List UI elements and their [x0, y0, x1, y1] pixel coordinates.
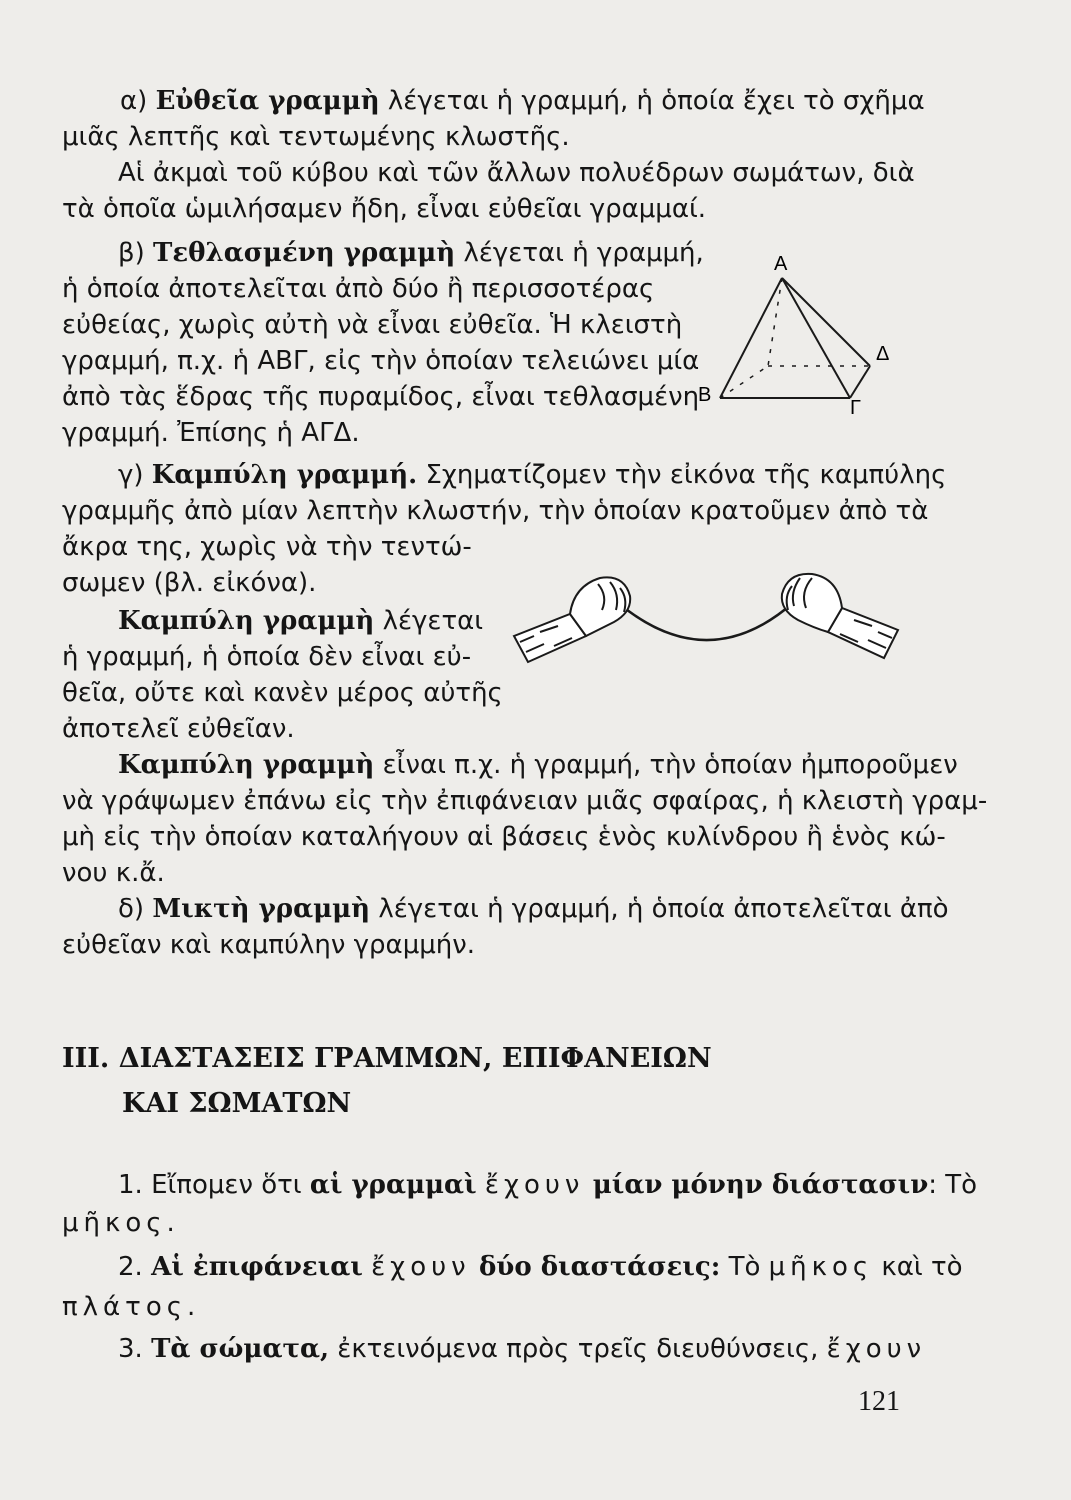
item-3-line-1: 3. Τὰ σώματα, ἐκτεινόμενα πρὸς τρεῖς διευθύνσεις, ἔχουν [118, 1334, 927, 1364]
pyramid-edge-gd [850, 366, 870, 398]
term-broken-line: Τεθλασμένη γραμμὴ [153, 238, 456, 268]
label-d: Δ [876, 343, 890, 365]
page-number: 121 [858, 1386, 900, 1417]
label-apex: Α [774, 253, 788, 275]
label-g: Γ [850, 397, 862, 419]
item-1-line-1: 1. Εἴπομεν ὅτι αἱ γραμμαὶ ἔχουν μίαν μόνην διάστασιν: Τὸ [118, 1170, 978, 1200]
section-heading-line-2: ΚΑΙ ΣΩΜΑΤΩΝ [122, 1088, 352, 1119]
pyramid-edge-ag [782, 278, 850, 398]
curve-example-line-4: νου κ.ἄ. [62, 858, 165, 888]
pyramid-figure [690, 248, 910, 428]
item-2-line-1: 2. Αἱ ἐπιφάνειαι ἔχουν δύο διαστάσεις: Τὸ μῆκος καὶ τὸ [118, 1252, 963, 1282]
term-curved-line: Καμπύλη γραμμὴ [118, 606, 375, 636]
label-b: Β [698, 384, 712, 406]
term-straight-line: Εὐθεῖα γραμμὴ [155, 86, 380, 116]
section-heading-line-1: III. ΔΙΑΣΤΑΣΕΙΣ ΓΡΑΜΜΩΝ, ΕΠΙΦΑΝΕΙΩΝ [62, 1043, 712, 1074]
item-2-line-2: πλάτος. [62, 1292, 201, 1322]
section-a-line-2: μιᾶς λεπτῆς καὶ τεντωμένης κλωστῆς. [62, 122, 570, 152]
term-mixed-line: Μικτὴ γραμμὴ [152, 894, 371, 924]
term-curved-line: Καμπύλη γραμμὴ [118, 750, 375, 780]
left-hand-icon [514, 577, 630, 662]
section-b-line-5: ἀπὸ τὰς ἕδρας τῆς πυραμίδος, εἶναι τεθλασμένη [62, 382, 700, 412]
curve-example-line-3: μὴ εἰς τὴν ὁποίαν καταλήγουν αἱ βάσεις ἑνὸς κυλίνδρου ἢ ἑνὸς κώ- [62, 822, 946, 852]
section-b-line-2: ἡ ὁποία ἀποτελεῖται ἀπὸ δύο ἢ περισσοτέρας [62, 274, 655, 304]
curve-definition-line-1: Καμπύλη γραμμὴ λέγεται [118, 606, 484, 636]
right-hand-icon [782, 574, 898, 658]
section-b-line-4: γραμμή, π.χ. ἡ ΑΒΓ, εἰς τὴν ὁποίαν τελειώνει μία [62, 346, 700, 376]
section-b-line-3: εὐθείας, χωρὶς αὐτὴ νὰ εἶναι εὐθεῖα. Ἡ κλειστὴ [62, 310, 683, 340]
section-d-line-1: δ) Μικτὴ γραμμὴ λέγεται ἡ γραμμή, ἡ ὁποία ἀποτελεῖται ἀπὸ [118, 894, 949, 924]
section-d-line-2: εὐθεῖαν καὶ καμπύλην γραμμήν. [62, 930, 476, 960]
section-a-line-3: Αἱ ἀκμαὶ τοῦ κύβου καὶ τῶν ἄλλων πολυέδρων σωμάτων, διὰ [118, 158, 915, 188]
section-a-line-1: α) Εὐθεῖα γραμμὴ λέγεται ἡ γραμμή, ἡ ὁποία ἔχει τὸ σχῆμα [120, 86, 925, 116]
term-curved-line: Καμπύλη γραμμή. [151, 460, 418, 490]
section-c-line-1: γ) Καμπύλη γραμμή. Σχηματίζομεν τὴν εἰκόνα τῆς καμπύλης [118, 460, 947, 490]
curve-definition-line-4: ἀποτελεῖ εὐθεῖαν. [62, 714, 295, 744]
curve-definition-line-2: ἡ γραμμή, ἡ ὁποία δὲν εἶναι εὐ- [62, 642, 472, 672]
section-c-line-3: ἄκρα της, χωρὶς νὰ τὴν τεντώ- [62, 532, 472, 562]
pyramid-edge-ad [782, 278, 870, 366]
hands-string-figure [500, 566, 912, 686]
section-a-line-4: τὰ ὁποῖα ὡμιλήσαμεν ἤδη, εἶναι εὐθεῖαι γραμμαί. [62, 194, 707, 224]
section-c-line-4: σωμεν (βλ. εἰκόνα). [62, 568, 317, 598]
section-c-line-2: γραμμῆς ἀπὸ μίαν λεπτὴν κλωστήν, τὴν ὁποίαν κρατοῦμεν ἀπὸ τὰ [62, 496, 929, 526]
section-b-line-1: β) Τεθλασμένη γραμμὴ λέγεται ἡ γραμμή, [118, 238, 704, 268]
curved-string [622, 602, 794, 640]
curve-definition-line-3: θεῖα, οὔτε καὶ κανὲν μέρος αὐτῆς [62, 678, 503, 708]
curve-example-line-1: Καμπύλη γραμμὴ εἶναι π.χ. ἡ γραμμή, τὴν ὁποίαν ἠμποροῦμεν [118, 750, 958, 780]
section-b-line-6: γραμμή. Ἐπίσης ἡ ΑΓΔ. [62, 418, 360, 448]
curve-example-line-2: νὰ γράψωμεν ἐπάνω εἰς τὴν ἐπιφάνειαν μιᾶς σφαίρας, ἡ κλειστὴ γραμ- [62, 786, 988, 816]
item-1-line-2: μῆκος. [62, 1208, 180, 1238]
